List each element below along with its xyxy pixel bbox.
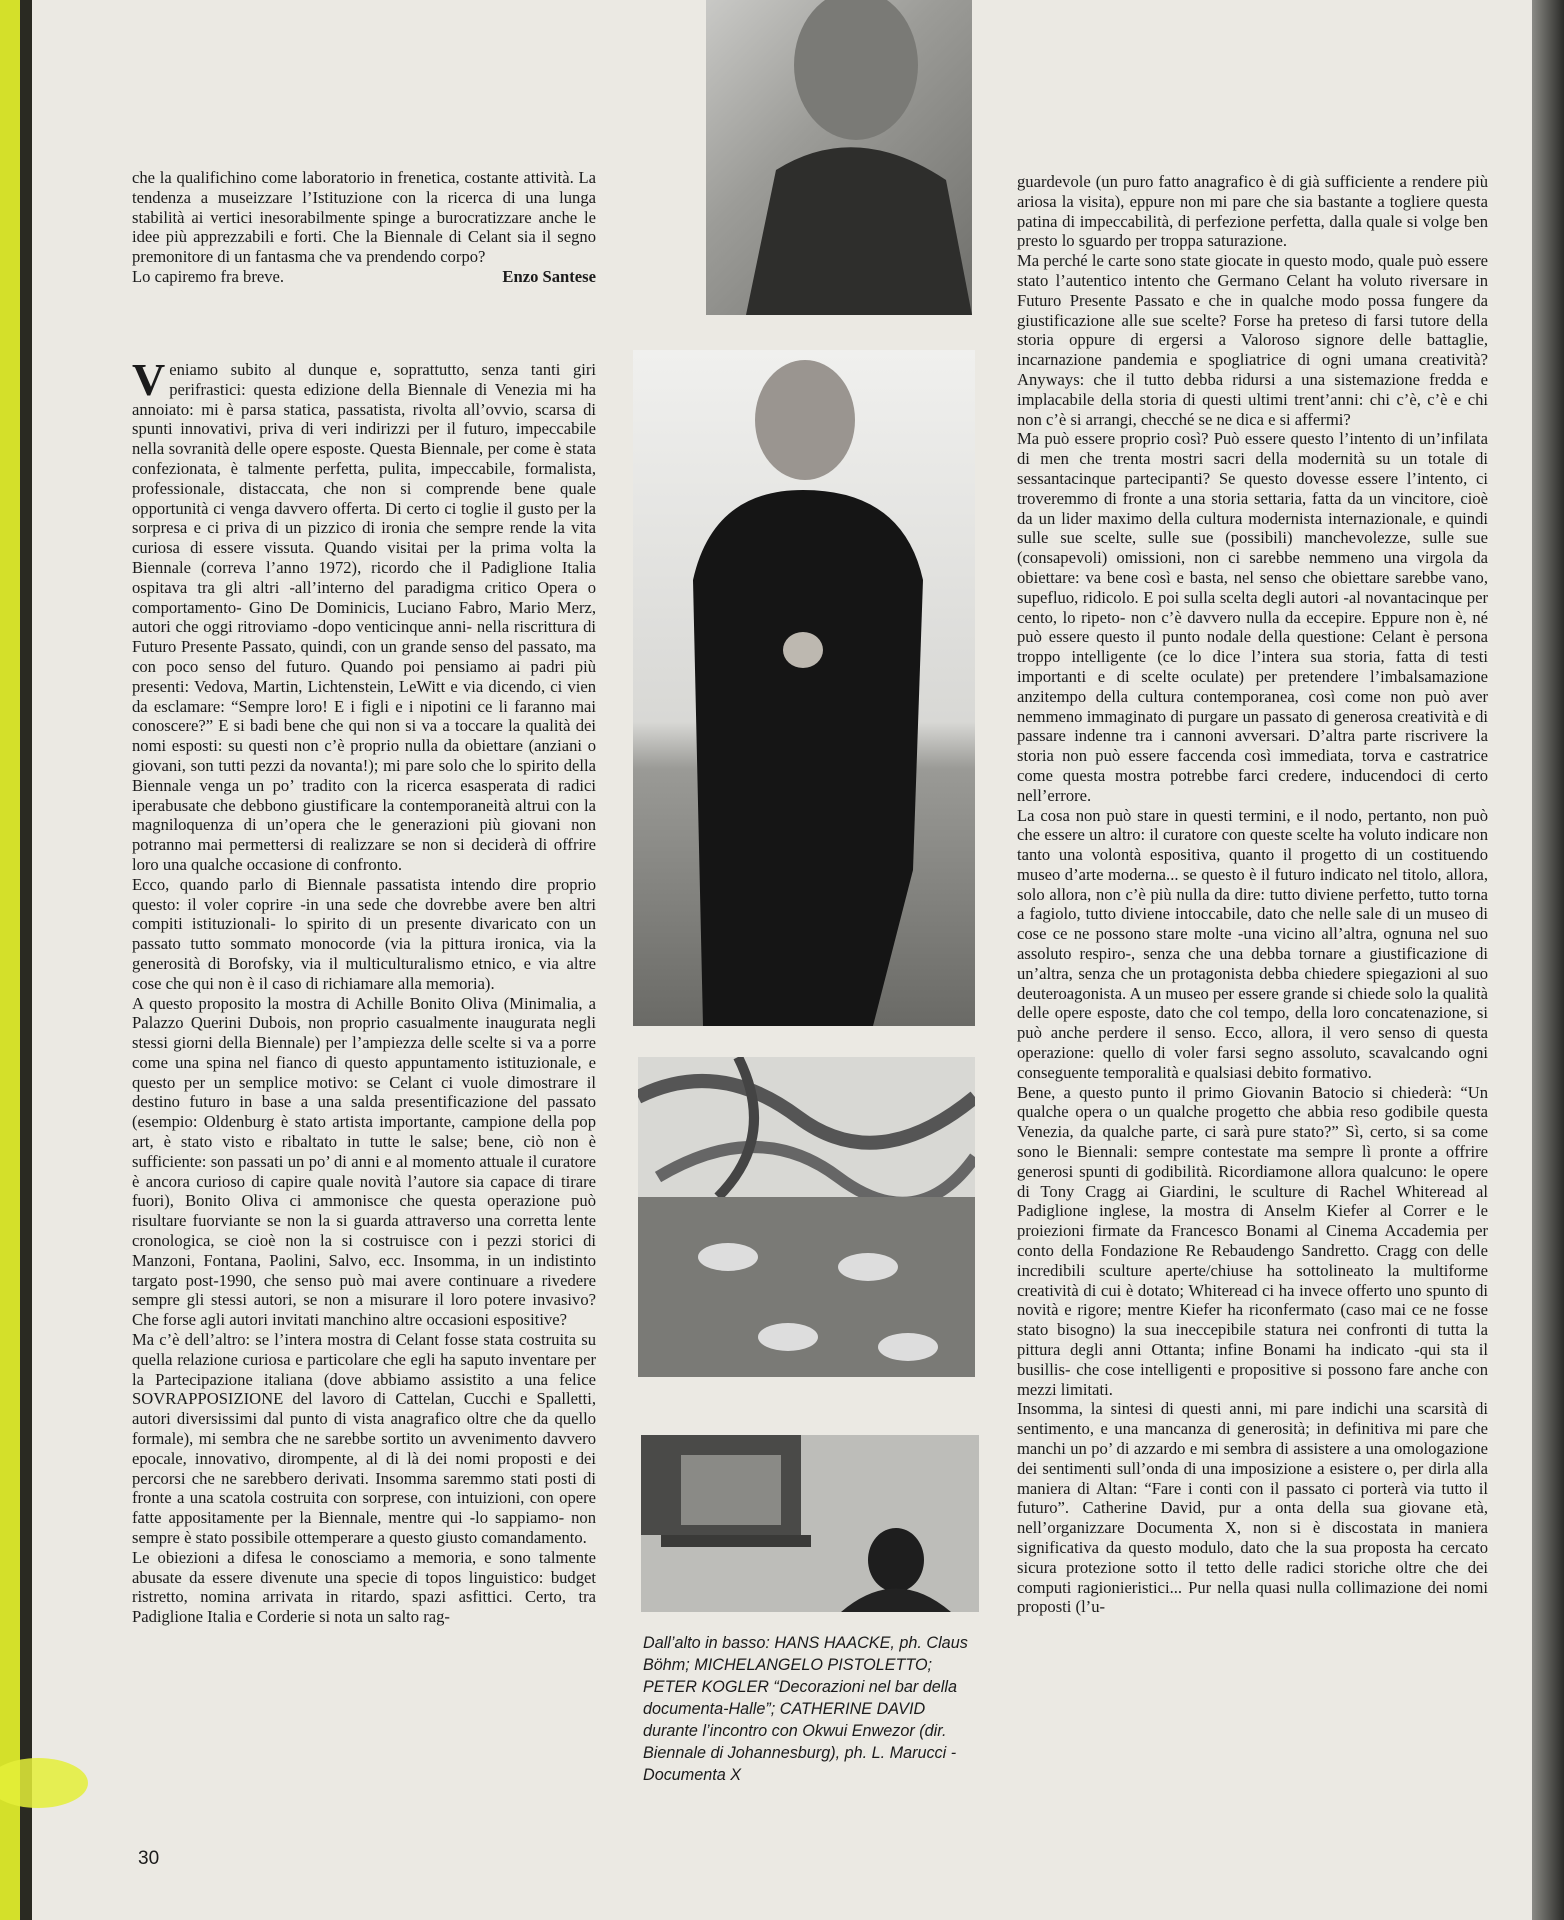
page-shadow	[1532, 0, 1564, 1920]
paragraph-1	[132, 354, 596, 875]
right-paragraph-5: Bene, a questo punto il primo Giovanin Batocio si chiederà: “Un qualche opera o un qualche progetto che abbia reso godibile questa Venezia, da qualche parte, ci sarà pure stato?” Sì, certo, si sa come sono le Biennali: sempre contestate ma sempre lì pronte a offrire generosi spunti di godibilità. Ricordiamone allora qualcuno: le opere di Tony Cragg ai Giardini, le sculture di Rachel Whiteread al Padiglione inglese, la mostra di Anselm Kiefer al Correr e le proiezioni firmate da Francesco Bonami al Cinema Accademia per conto della Fondazione Re Rebaudengo Sandretto. Cragg con delle incredibili sculture aperte/chiuse ha sottolineato la multiforme creatività di cui è dotato; Whiteread ci ha invece offerto uno spunto di novità e rigore; mentre Kiefer ha riconfermato (caso mai ce ne fosse stato bisogno) la sua ineccepibile statura nei confronti di tutta la pittura degli anni Ottanta; infine Bonami ha indicato -qui sta il busillis- che cose intelligenti e propositive si possono fare anche con mezzi limitati.	[1017, 1082, 1488, 1399]
closing-line: Lo capiremo fra breve.	[132, 266, 285, 286]
paragraph-5: Le obiezioni a difesa le conosciamo a memoria, e sono talmente abusate da essere divenute una specie di topos linguistico: budget ristretto, nomina arrivata in ritardo, spazi asfittici. Certo, tra Padiglione Italia e Corderie si nota un salto rag-	[132, 1547, 596, 1627]
photo-hans-haacke	[706, 0, 972, 315]
paragraph-2: Ecco, quando parlo di Biennale passatista intendo dire proprio questo: il voler coprire -in una sede che dovrebbe avere ben altri compiti istituzionali- lo spirito di un presente divaricato con un passato tutto sommato monocorde (via la pittura ironica, via la generosità di Borofsky, via il multiculturalismo etnico, e via altre cose che qui non è il caso di richiamare alla memoria).	[132, 874, 596, 993]
author-signature: Enzo Santese	[502, 266, 596, 286]
conference-scene	[641, 1435, 979, 1612]
paragraph-4: Ma c’è dell’altro: se l’intera mostra di Celant fosse stata costruita su quella relazione curiosa e particolare che egli ha saputo inventare per la Partecipazione italiana (dove abbiamo assistito a una felice SOVRAPPOSIZIONE del lavoro di Cattelan, Cucchi e Spalletti, autori diversissimi dal punto di vista anagrafico oltre che da quello formale), mi sembra che ne sarebbe sortito un avvenimento davvero epocale, innovativo, dirompente, al di là dei nomi proposti e dei percorsi che ne sarebbero derivati. Insomma saremmo stati posti di fronte a una scatola costruita con sorprese, con intuizioni, con opere fatte appositamente per la Biennale, mentre qui -lo sappiamo- non sempre è stato possibile ottemperare a questo giusto comandamento.	[132, 1330, 596, 1548]
page-number: 30	[138, 1848, 160, 1869]
figure-silhouette	[633, 350, 975, 1026]
paragraph-3: A questo proposito la mostra di Achille Bonito Oliva (Minimalia, a Palazzo Querini Dubois, non proprio casualmente inaugurata negli stessi giorni della Biennale) per l’ampiezza delle scelte si va a porre come una spina nel fianco di questo appuntamento istituzionale, e questo per un semplice motivo: se Celant ci vuole dimostrare il destino futuro in base a una salda presentificazione del passato (esempio: Oldenburg è stato artista importante, campione della pop art, è stato visto e ribaltato in tutte le salse; bene, ciò non è sufficiente: son passati un po’ di anni e al momento attuale il curatore è ancora curioso di capire quale novità l’autore sia capace di tirare fuori), Bonito Oliva ci ammonisce che questa operazione può risultare fuorviante se non la si guarda attraverso una corretta lente cronologica, se cioè non la si costruisce con i pezzi storici di Manzoni, Fontana, Paolini, Salvo, ecc. Insomma, in un indistinto targato post-1990, che senso può mai avere continuare a rivedere sempre gli stessi autori, se non a misurare il loro potere invasivo? Che forse agli autori invitati manchino altre occasioni espositive?	[132, 993, 596, 1330]
right-paragraph-6: Insomma, la sintesi di questi anni, mi pare indichi una scarsità di sentimento, e una mancanza di generosità; in definitiva mi pare che manchi un po’ di azzardo e mi sembra di assistere a una omologazione dei sentimenti sull’onda di una imposizione a esistere o, per dirla alla maniera di Altan: “Fare i conti con il passato ci porterà via tutto il futuro”. Catherine David, pur a onta della sua giovane età, nell’organizzare Documenta X, non si è discostata in maniera significativa da questo modulo, dato che la sua proposta ha cercato sicura protezione sotto il tetto delle radici storiche oltre che dei computi ragionieristici... Pur nella quasi nulla collimazione dei nomi proposti (l’u-	[1017, 1399, 1488, 1617]
drop-cap: V	[132, 354, 166, 405]
right-column	[1017, 172, 1488, 1617]
right-paragraph-3: Ma può essere proprio così? Può essere questo l’intento di un’infilata di men che trenta mostri sacri della modernità su un totale di sessantacinque partecipanti? Se questo dovesse essere l’intento, ci troveremmo di fronte a una storia settaria, fatta da un vincitore, cioè da un lider maximo della cultura modernista internazionale, e quindi sulle sue scelte, sulle sue (possibili) manchevolezze, sulle sue (consapevoli) omissioni, non ci sarebbe nemmeno una virgola da obiettare: va bene così e basta, nel senso che obiettare sarebbe vano, supefluo, ridicolo. E poi sulla scelta degli autori -al novantacinque per cento, lo ripeto- non c’è davvero nulla da eccepire. Eppure non è, né può essere questo il punto nodale della questione: Celant è persona troppo intelligente (ce lo dice l’intera sua storia, fatta di testi importanti e di scelte oculate) per pretendere l’imbalsamazione anzitempo della cultura contemporanea, così come non può aver nemmeno immaginato di purgare un passato di generosa creatività e di passare indenne tra i cannoni avversari. D’altra parte riscrivere la storia non può essere faccenda così immediata, torva e castratrice come questa mostra potrebbe farci credere, inducendoci di certo nell’errore.	[1017, 429, 1488, 805]
left-column-intro	[132, 168, 596, 287]
intro-paragraph: che la qualifichino come laboratorio in frenetica, costante attività. La tendenza a museizzare l’Istituzione con la ricerca di una lunga stabilità ai vertici inesorabilmente spinge a burocratizzare anche le idee più apprezzabili e forti. Che la Biennale di Celant sia il segno premonitore di un fantasma che va prendendo corpo?	[132, 168, 596, 267]
right-paragraph-2: Ma perché le carte sono state giocate in questo modo, quale può essere stato l’autentico intento che Germano Celant ha voluto riversare in Futuro Presente Passato e che in qualche modo possa fungere da giustificazione alle sue scelte? Forse ha preteso di farsi tutore della storia oppure di ergersi a Valoroso signore delle battaglie, incarnazione pandemia e spogliatrice di ogni umana creatività? Anyways: che il tutto debba ridursi a una sistemazione fredda e implacabile della storia di questi ultimi trent’anni: chi c’è, c’è e chi non c’è si arrangi, checché se ne dica e si affermi?	[1017, 251, 1488, 429]
paragraph-1-text: eniamo subito al dunque e, soprattutto, senza tanti giri perifrastici: questa edizione della Biennale di Venezia mi ha annoiato: mi è parsa statica, passatista, rivolta all’ovvio, scarsa di spunti innovativi, priva di veri indirizzi per il futuro, impeccabile nella sovranità delle opere esposte. Questa Biennale, per come è stata confezionata, è talmente perfetta, pulita, impeccabile, formalista, professionale, distaccata, che non si comprende bene quale opportunità ci venga davvero offerta. Di certo ci toglie il gusto per la sorpresa e ci priva di un pizzico di ironia che sempre rende la vita curiosa di essere vissuta. Quando visitai per la prima volta la Biennale (correva l’anno 1972), ricordo che il Padiglione Italia ospitava tra gli altri -all’interno del paradigma critico Opera o comportamento- Gino De Dominicis, Luciano Fabro, Mario Merz, autori che oggi ritroviamo -dopo venticinque anni- nella riscrittura di Futuro Presente Passato, quindi, con un grande senso del passato, ma con poco senso del futuro. Quando poi pensiamo ai padri più presenti: Vedova, Martin, Lichtenstein, LeWitt e via dicendo, ci vien da esclamare: “Sempre loro! E i figli e i nipotini ce li faranno mai conoscere?” E si badi bene che qui non si va a toccare la qualità dei nomi esposti: su questi non c’è proprio nulla da obiettare (anziani o giovani, son tutti pezzi da novanta!); mi pare solo che lo spirito della Biennale venga un po’ tradito con la ricerca esasperata di radici iperabusate che debbono giustificare la contemporaneità altrui con la magniloquenza di un’opera che le generazioni più giovani non potranno mai permettersi di realizzare se non si deciderà di offrire loro una qualche occasione di confronto.	[132, 360, 596, 874]
portrait-silhouette	[706, 0, 972, 315]
right-paragraph-4: La cosa non può stare in questi termini, e il nodo, pertanto, non può che essere un altro: il curatore con queste scelte ha voluto indicare non tanto una volontà espositiva, quanto il progetto di un costituendo museo d’arte moderna... se questo è il futuro indicato nel titolo, allora, solo allora, non c’è più nulla da dire: tutto diviene perfetto, tutto torna a fagiolo, tutto diviene intoccabile, dato che nelle sale di un museo di cose ce ne possono stare molte -una vicino all’altra, ognuna nel suo assoluto respiro-, senza che una debba tornare a giustificazione di un’altra, senza che un protagonista debba chiedere spiegazioni al suo deuteroagonista. A un museo per essere grande si chiede solo la qualità delle opere esposte, dato che col tempo, della loro concatenazione, si può anche perdere il senso. Ecco, allora, il vero senso di questa operazione: quello di voler farsi segno assoluto, scavalcando ogni conseguente temporalità e qualsiasi debito formativo.	[1017, 805, 1488, 1082]
right-paragraph-1: guardevole (un puro fatto anagrafico è di già sufficiente a rendere più ariosa la visita), eppure non mi pare che sia bastante a togliere questa patina di impeccabilità, di perfezione perfetta, dalla quale si volge ben presto lo sguardo per troppa saturazione.	[1017, 172, 1488, 251]
photo-caption: Dall’alto in basso: HANS HAACKE, ph. Claus Böhm; MICHELANGELO PISTOLETTO; PETER KOGLER “Decorazioni nel bar della documenta-Halle”; CATHERINE DAVID durante l’incontro con Okwui Enwezor (dir. Biennale di Johannesburg), ph. L. Marucci - Documenta X	[643, 1634, 968, 1784]
closing-row	[132, 267, 596, 287]
photo-catherine-david	[641, 1435, 979, 1612]
photo-peter-kogler-bar	[638, 1057, 975, 1377]
left-column-article	[132, 354, 596, 1627]
bar-decoration-pattern	[638, 1057, 975, 1377]
photo-michelangelo-pistoletto	[633, 350, 975, 1026]
